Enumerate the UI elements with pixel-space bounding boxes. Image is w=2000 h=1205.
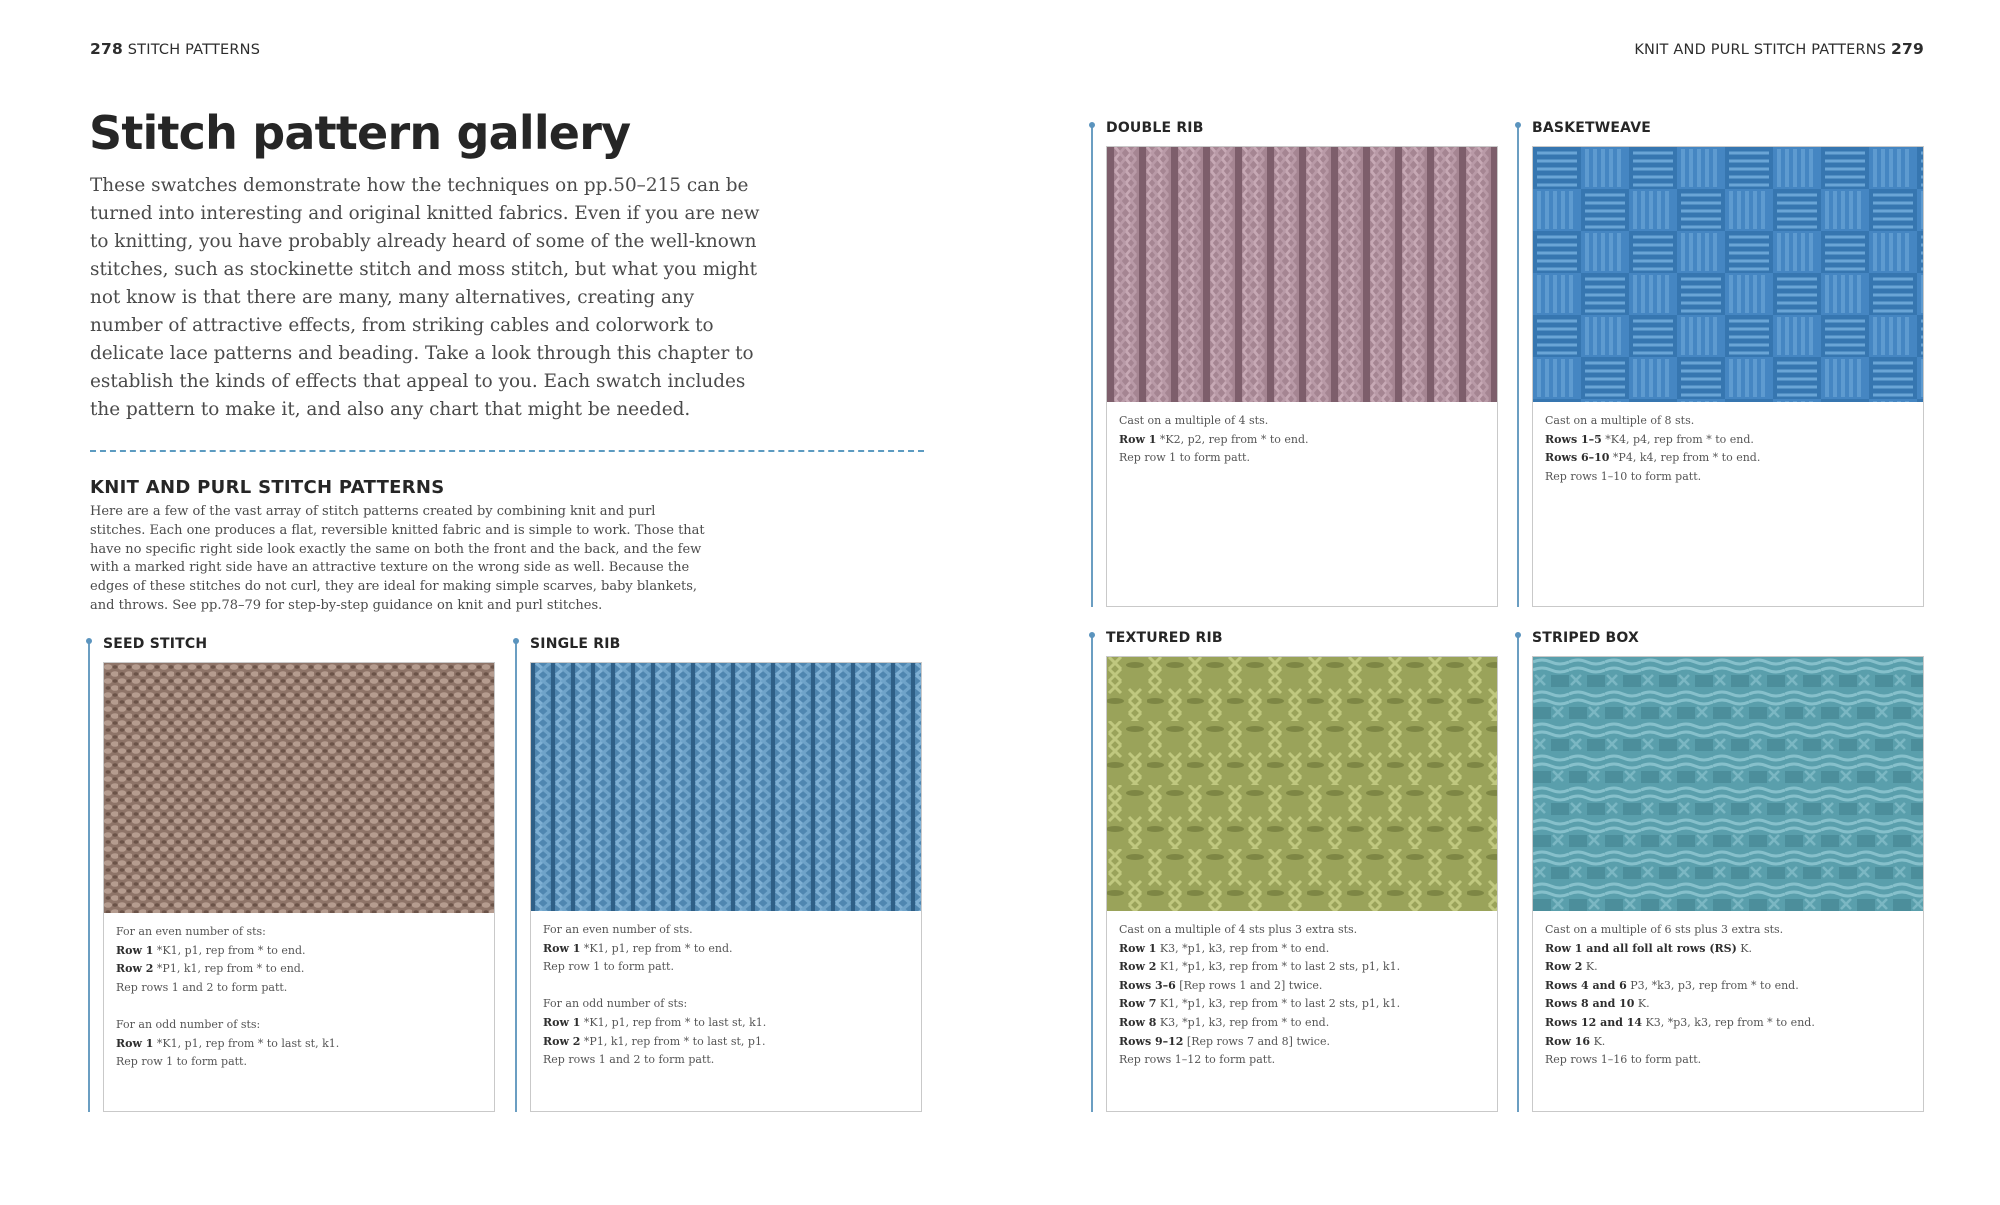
pattern-line: Cast on a multiple of 8 sts. [1545,414,1695,427]
pattern-line: Cast on a multiple of 4 sts plus 3 extra sts. [1119,923,1358,936]
pattern-line: Row 7 K1, *p1, k3, rep from * to last 2 sts, p1, k1. [1119,997,1401,1011]
pattern-line: Rep row 1 to form patt. [116,1055,247,1069]
single-rib-label: SINGLE RIB [530,636,621,652]
pattern-line: Row 16 K. [1545,1034,1606,1048]
pattern-line: Row 2 K1, *p1, k3, rep from * to last 2 sts, p1, k1. [1119,960,1401,974]
double-rib-swatch-image [1107,147,1497,402]
double-rib-rule [1091,125,1093,607]
single-rib-swatch-image [531,663,921,911]
pattern-line: Row 1 *K1, p1, rep from * to end. [116,943,306,957]
textured-rib-pattern [1107,911,1497,1070]
textured-rib-label: TEXTURED RIB [1106,630,1223,646]
basketweave-pattern [1533,402,1923,486]
pattern-line: Rows 3–6 [Rep rows 1 and 2] twice. [1119,978,1323,992]
pattern-line: Row 1 *K1, p1, rep from * to last st, k1. [543,1015,767,1029]
double-rib-pattern [1107,402,1497,468]
pattern-line: Rep row 1 to form patt. [1119,451,1250,465]
striped-box-label: STRIPED BOX [1532,630,1640,646]
pattern-line: Rep rows 1 and 2 to form patt. [116,980,288,994]
pattern-line: Rows 1–5 *K4, p4, rep from * to end. [1545,432,1754,446]
left-page-number: 278 [90,40,123,58]
right-page-folio [1634,40,1924,58]
pattern-line: Rows 12 and 14 K3, *p3, k3, rep from * to end. [1545,1015,1815,1029]
pattern-line: Row 8 K3, *p1, k3, rep from * to end. [1119,1015,1330,1029]
basketweave-label: BASKETWEAVE [1532,120,1652,136]
pattern-line-blank [116,997,482,1016]
left-page-folio [90,40,260,58]
basketweave-rule [1517,125,1519,607]
double-rib-label: DOUBLE RIB [1106,120,1204,136]
basketweave-card [1532,146,1924,607]
pattern-line: Rep rows 1–12 to form patt. [1119,1053,1276,1067]
double-rib-card [1106,146,1498,607]
dashed-divider [90,450,924,452]
left-running-head: STITCH PATTERNS [127,42,261,58]
striped-box-rule [1517,635,1519,1112]
textured-rib-card [1106,656,1498,1112]
single-rib-card [530,662,922,1112]
pattern-line: Rows 6–10 *P4, k4, rep from * to end. [1545,451,1761,465]
page-title: Stitch pattern gallery [89,106,631,160]
pattern-line: Row 1 *K1, p1, rep from * to last st, k1. [116,1036,340,1050]
pattern-line: Row 1 and all foll alt rows (RS) K. [1545,941,1753,955]
pattern-line: Rows 4 and 6 P3, *k3, p3, rep from * to end. [1545,978,1799,992]
pattern-line: Cast on a multiple of 6 sts plus 3 extra sts. [1545,923,1784,936]
textured-rib-rule [1091,635,1093,1112]
pattern-line: Row 1 *K2, p2, rep from * to end. [1119,432,1309,446]
single-rib-pattern [531,911,921,1070]
seed-stitch-swatch-image [104,663,494,913]
pattern-line: Row 2 *P1, k1, rep from * to end. [116,962,305,976]
pattern-line: Row 2 *P1, k1, rep from * to last st, p1. [543,1034,766,1048]
pattern-line-blank [543,977,909,996]
right-running-head: KNIT AND PURL STITCH PATTERNS [1634,42,1887,58]
pattern-line: Row 1 *K1, p1, rep from * to end. [543,941,733,955]
seed-stitch-card [103,662,495,1112]
seed-stitch-pattern [104,913,494,1072]
pattern-line: Row 2 K. [1545,960,1598,974]
pattern-line: Rep rows 1 and 2 to form patt. [543,1053,715,1067]
seed-stitch-rule [88,641,90,1112]
pattern-line: For an odd number of sts: [116,1017,261,1031]
pattern-line: Row 1 K3, *p1, k3, rep from * to end. [1119,941,1330,955]
pattern-line: Rep row 1 to form patt. [543,960,674,974]
pattern-line: For an odd number of sts: [543,997,688,1011]
pattern-line: Cast on a multiple of 4 sts. [1119,414,1269,427]
striped-box-card [1532,656,1924,1112]
striped-box-swatch-image [1533,657,1923,911]
pattern-line: Rep rows 1–16 to form patt. [1545,1053,1702,1067]
section-title: KNIT AND PURL STITCH PATTERNS [90,477,445,498]
pattern-line: Rows 9–12 [Rep rows 7 and 8] twice. [1119,1034,1330,1048]
single-rib-rule [515,641,517,1112]
basketweave-swatch-image [1533,147,1923,402]
textured-rib-swatch-image [1107,657,1497,911]
pattern-line: For an even number of sts: [116,925,266,938]
section-body: Here are a few of the vast array of stitch patterns created by combining knit and purl stitches. Each one produces a flat, reversible knitted fabric and is simple to work. Those that have no specific right side look exactly the same on both the front and the back, and the few with a marked right side have an attractive texture on the wrong side as well. Because the edges of these stitches do not curl, they are ideal for making simple scarves, baby blankets, and throws. See pp.78–79 for step-by-step guidance on knit and purl stitches. [90,504,705,613]
pattern-line: Rep rows 1–10 to form patt. [1545,469,1702,483]
intro-paragraph: These swatches demonstrate how the techniques on pp.50–215 can be turned into interesting and original knitted fabrics. Even if you are new to knitting, you have probably already heard of some of the well-known stitches, such as stockinette stitch and moss stitch, but what you might not know is that there are many, many alternatives, creating any number of attractive effects, from striking cables and colorwork to delicate lace patterns and beading. Take a look through this chapter to establish the kinds of effects that appeal to you. Each swatch includes the pattern to make it, and also any chart that might be needed. [90,175,760,420]
pattern-line: For an even number of sts. [543,923,693,936]
seed-stitch-label: SEED STITCH [103,636,208,652]
pattern-line: Rows 8 and 10 K. [1545,997,1650,1011]
striped-box-pattern [1533,911,1923,1070]
right-page-number: 279 [1891,40,1924,58]
